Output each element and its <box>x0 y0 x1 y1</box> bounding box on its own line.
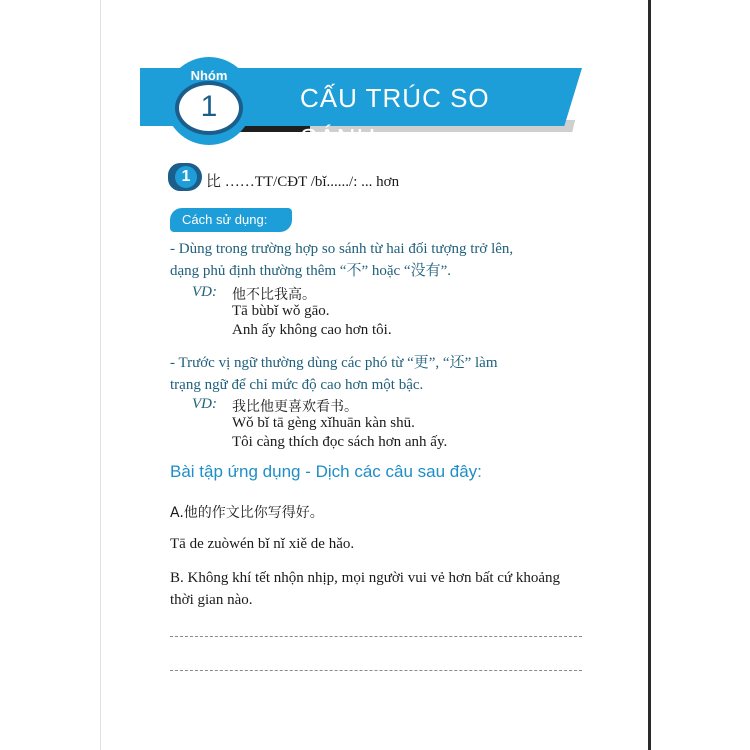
rule2-line1: - Trước vị ngữ thường dùng các phó từ “更”, “还” làm <box>170 355 498 371</box>
usage-label: Cách sử dụng: <box>170 208 292 232</box>
item-number: 1 <box>175 166 197 188</box>
rule1-line1: - Dùng trong trường hợp so sánh từ hai đối tượng trở lên, <box>170 241 514 257</box>
page-edge-left <box>0 0 101 750</box>
exercise-b-line1: B. Không khí tết nhộn nhịp, mọi người vui vẻ hơn bất cứ khoảng <box>170 570 561 586</box>
answer-line <box>170 636 582 637</box>
example2-chinese: 我比他更喜欢看书。 <box>232 399 358 415</box>
example1-pinyin: Tā bùbǐ wǒ gāo. <box>232 303 330 319</box>
example2-meaning: Tôi càng thích đọc sách hơn anh ấy. <box>232 434 448 450</box>
exercise-a-pinyin: Tā de zuòwén bǐ nǐ xiě de hǎo. <box>170 536 355 552</box>
group-number: 1 <box>200 90 218 123</box>
example2-label: VD: <box>192 396 217 412</box>
page-edge-right <box>648 0 750 750</box>
example1-meaning: Anh ấy không cao hơn tôi. <box>232 322 392 338</box>
rule1-line2: dạng phủ định thường thêm “不” hoặc “没有”. <box>170 263 451 279</box>
group-label: Nhóm <box>190 68 228 83</box>
item-title: 比 ……TT/CĐT /bǐ....../: ... hơn <box>206 174 400 190</box>
exercise-b-line2: thời gian nào. <box>170 592 253 608</box>
rule2-line2: trạng ngữ để chỉ mức độ cao hơn một bậc. <box>170 377 424 393</box>
example1-chinese: 他不比我高。 <box>232 287 316 303</box>
example1-label: VD: <box>192 284 217 300</box>
answer-line <box>170 670 582 671</box>
page-title: CẤU TRÚC SO SÁNH <box>300 83 490 153</box>
exercise-a-chinese: A.他的作文比你写得好。 <box>170 505 324 521</box>
example2-pinyin: Wǒ bǐ tā gèng xǐhuān kàn shū. <box>232 415 415 431</box>
exercise-heading: Bài tập ứng dụng - Dịch các câu sau đây: <box>170 462 482 481</box>
